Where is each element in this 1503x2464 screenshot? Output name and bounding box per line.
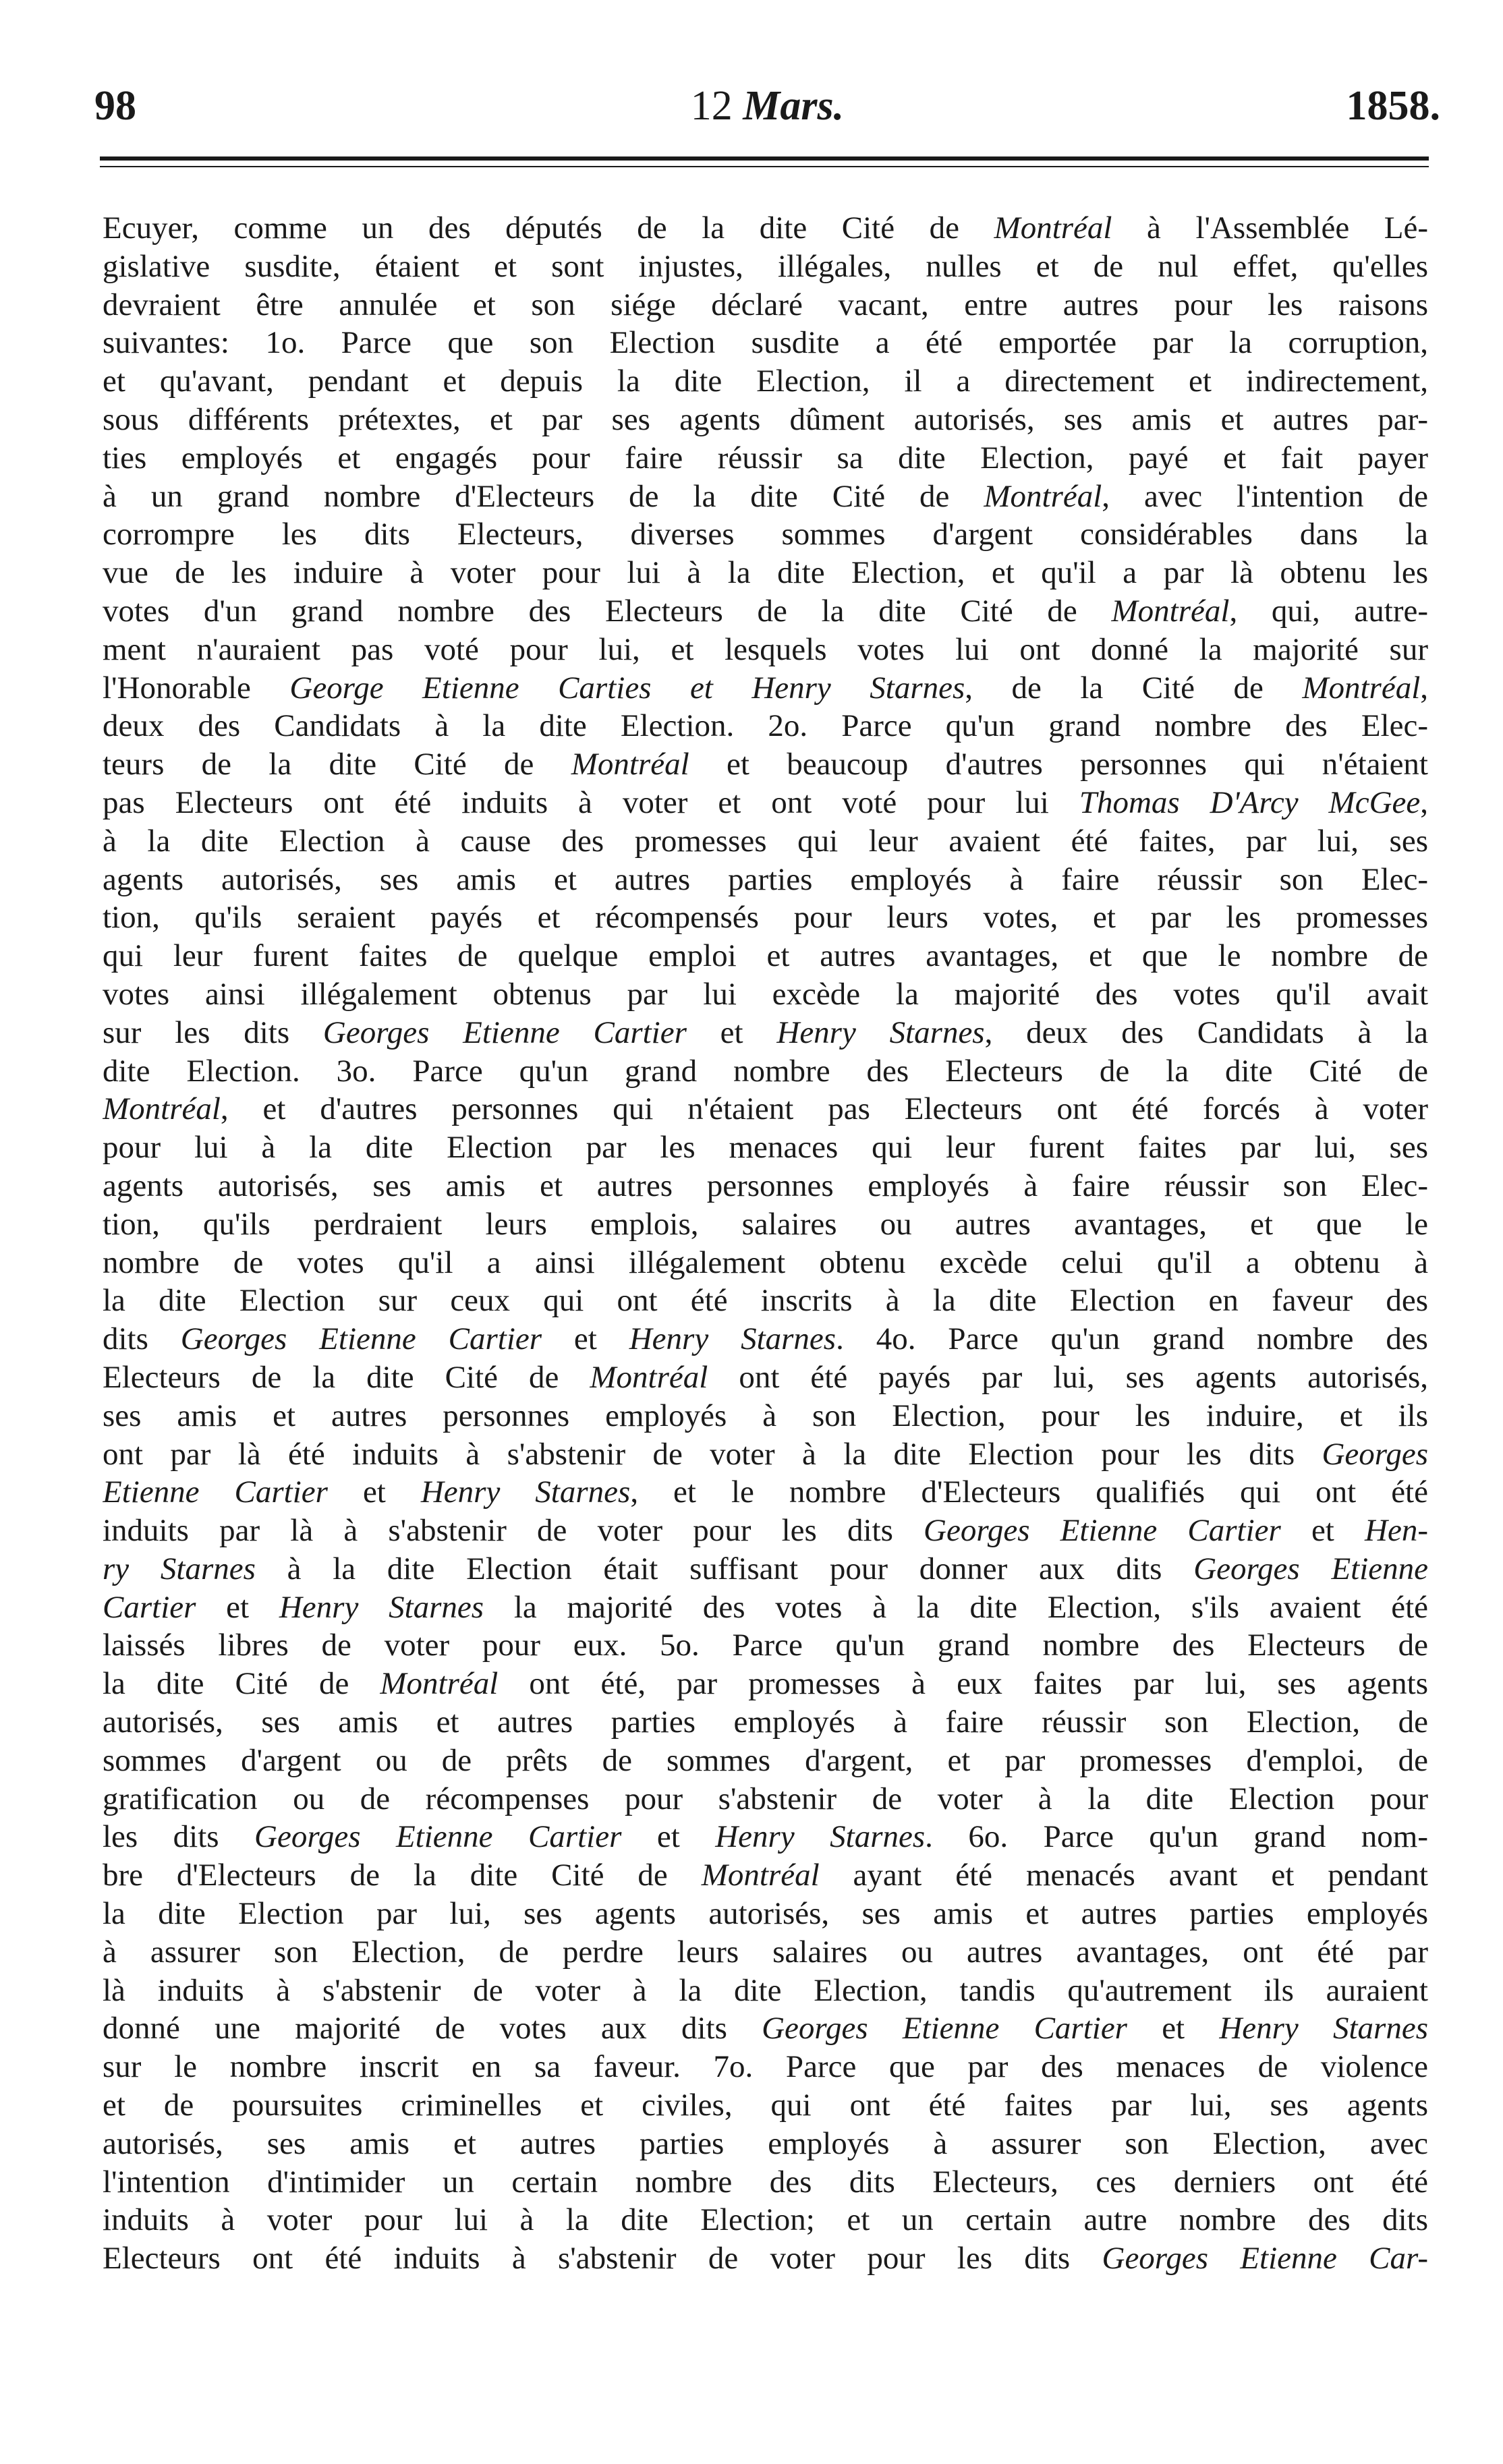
text-run: induits par là à s'abstenir de voter pour les dits bbox=[103, 1513, 924, 1549]
text-line bbox=[103, 631, 1428, 669]
text-line bbox=[103, 401, 1428, 439]
running-head bbox=[94, 76, 1440, 136]
text-line bbox=[103, 1397, 1428, 1435]
text-run: votes ainsi illégalement obtenus par lui excède la majorité des votes qu'il avait bbox=[103, 976, 1428, 1012]
text-line bbox=[103, 2125, 1428, 2163]
text-run: tion, qu'ils perdraient leurs emplois, salaires ou autres avantages, et que le bbox=[103, 1206, 1428, 1242]
italic-run: Henry Starnes bbox=[776, 1014, 985, 1050]
italic-run: George Etienne Carties et Henry Starnes bbox=[289, 670, 965, 706]
text-run: nombre de votes qu'il a ainsi illégalement obtenu excède celui qu'il a obtenu à bbox=[103, 1244, 1428, 1280]
italic-run: Henry Starnes bbox=[715, 1819, 926, 1855]
text-run: à l'Assemblée Lé- bbox=[1112, 210, 1428, 246]
text-run: autorisés, ses amis et autres parties employés à assurer son Election, avec bbox=[103, 2125, 1428, 2161]
text-run: à assurer son Election, de perdre leurs salaires ou autres avantages, ont été par bbox=[103, 1934, 1428, 1970]
text-line bbox=[103, 1473, 1428, 1512]
header-rule-thin bbox=[100, 166, 1429, 167]
italic-run: Henry Starnes bbox=[629, 1321, 836, 1357]
text-run: et bbox=[1280, 1513, 1365, 1549]
text-line bbox=[103, 1703, 1428, 1742]
text-line bbox=[103, 1626, 1428, 1665]
text-line bbox=[103, 2009, 1428, 2048]
text-run: gratification ou de récompenses pour s'abstenir de voter à la dite Election pour bbox=[103, 1781, 1428, 1816]
text-run: la dite Election par lui, ses agents autorisés, ses amis et autres parties employés bbox=[103, 1896, 1428, 1932]
text-run: et beaucoup d'autres personnes qui n'étaient bbox=[689, 747, 1428, 782]
text-run: vue de les induire à voter pour lui à la dite Election, et qu'il a par là obtenu les bbox=[103, 555, 1428, 591]
text-line bbox=[103, 1588, 1428, 1627]
text-line bbox=[103, 1358, 1428, 1397]
text-run: la dite Election sur ceux qui ont été inscrits à la dite Election en faveur des bbox=[103, 1283, 1428, 1319]
page-date bbox=[94, 76, 1440, 136]
text-line bbox=[103, 1818, 1428, 1856]
text-run: autorisés, ses amis et autres parties employés à faire réussir son Election, de bbox=[103, 1704, 1428, 1740]
text-run: et bbox=[1127, 2011, 1220, 2046]
text-line bbox=[103, 1435, 1428, 1474]
text-run: corrompre les dits Electeurs, diverses sommes d'argent considérables dans la bbox=[103, 517, 1428, 552]
text-run: . 4o. Parce qu'un grand nombre des bbox=[836, 1321, 1428, 1357]
text-line bbox=[103, 1933, 1428, 1972]
header-rule-thick bbox=[100, 156, 1429, 161]
italic-run: Henry Starnes bbox=[279, 1589, 484, 1625]
text-run: tion, qu'ils seraient payés et récompensés pour leurs votes, et par les promesses bbox=[103, 900, 1428, 936]
text-line bbox=[103, 1550, 1428, 1588]
text-run: là induits à s'abstenir de voter à la dite Election, tandis qu'autrement ils auraient bbox=[103, 1972, 1428, 2008]
text-run: dits bbox=[103, 1321, 181, 1357]
italic-run: Montréal bbox=[701, 1858, 820, 1893]
text-line bbox=[103, 1090, 1428, 1128]
text-line bbox=[103, 937, 1428, 975]
italic-run: Georges bbox=[1322, 1436, 1428, 1472]
text-run: ont par là été induits à s'abstenir de voter à la dite Election pour les dits bbox=[103, 1436, 1322, 1472]
text-run: dite Election. 3o. Parce qu'un grand nombre des Electeurs de la dite Cité de bbox=[103, 1053, 1428, 1089]
italic-run: Thomas D'Arcy McGee bbox=[1079, 784, 1421, 820]
text-run: à la dite Election était suffisant pour donner aux dits bbox=[255, 1551, 1194, 1586]
text-line bbox=[103, 1052, 1428, 1091]
text-line bbox=[103, 592, 1428, 631]
page-number: 98 bbox=[94, 83, 136, 129]
text-line bbox=[103, 745, 1428, 784]
text-run: la dite Cité de bbox=[103, 1666, 380, 1702]
text-line bbox=[103, 1665, 1428, 1703]
text-run: agents autorisés, ses amis et autres parties employés à faire réussir son Elec- bbox=[103, 861, 1428, 897]
italic-run: Montréal bbox=[590, 1359, 708, 1395]
text-line bbox=[103, 515, 1428, 554]
italic-run: Henry Starnes bbox=[1219, 2011, 1428, 2046]
text-line bbox=[103, 1512, 1428, 1550]
text-run: Ecuyer, comme un des députés de la dite Cité de bbox=[103, 210, 994, 246]
text-run: teurs de la dite Cité de bbox=[103, 747, 571, 782]
page-year: 1858. bbox=[1346, 83, 1440, 129]
text-line bbox=[103, 362, 1428, 401]
italic-run: Montréal bbox=[1111, 593, 1230, 629]
text-line bbox=[103, 1972, 1428, 2010]
text-line bbox=[103, 324, 1428, 362]
text-run: Electeurs ont été induits à s'abstenir de voter pour les dits bbox=[103, 2241, 1102, 2276]
text-run: , et d'autres personnes qui n'étaient pas Electeurs ont été forcés à voter bbox=[220, 1091, 1428, 1127]
text-run: , de la Cité de bbox=[965, 670, 1303, 706]
text-run: Electeurs de la dite Cité de bbox=[103, 1359, 590, 1395]
text-line bbox=[103, 975, 1428, 1014]
text-line bbox=[103, 1320, 1428, 1358]
text-run: et bbox=[542, 1321, 629, 1357]
text-line bbox=[103, 861, 1428, 899]
text-run: ment n'auraient pas voté pour lui, et lesquels votes lui ont donné la majorité sur bbox=[103, 631, 1428, 667]
text-line bbox=[103, 248, 1428, 286]
text-line bbox=[103, 1205, 1428, 1244]
text-run: pas Electeurs ont été induits à voter et ont voté pour lui bbox=[103, 784, 1079, 820]
text-line bbox=[103, 2086, 1428, 2125]
text-run: l'intention d'intimider un certain nombre des dits Electeurs, ces derniers ont été bbox=[103, 2164, 1428, 2200]
italic-run: Montréal bbox=[994, 210, 1112, 246]
text-run: l'Honorable bbox=[103, 670, 290, 706]
italic-run: Montréal bbox=[380, 1666, 499, 1702]
text-run: agents autorisés, ses amis et autres personnes employés à faire réussir son Elec- bbox=[103, 1168, 1428, 1203]
text-line bbox=[103, 2201, 1428, 2239]
italic-run: Hen- bbox=[1365, 1513, 1428, 1549]
text-run: , et le nombre d'Electeurs qualifiés qui ont été bbox=[630, 1474, 1428, 1510]
italic-run: Georges Etienne Cartier bbox=[322, 1014, 687, 1050]
text-run: , qui, autre- bbox=[1229, 593, 1428, 629]
text-line bbox=[103, 554, 1428, 592]
date-month: Mars. bbox=[743, 83, 845, 129]
text-run: sous différents prétextes, et par ses agents dûment autorisés, ses amis et autres par- bbox=[103, 401, 1428, 437]
text-line bbox=[103, 898, 1428, 937]
text-run: deux des Candidats à la dite Election. 2o. Parce qu'un grand nombre des Elec- bbox=[103, 708, 1428, 744]
text-line bbox=[103, 209, 1428, 248]
text-line bbox=[103, 2163, 1428, 2202]
text-run: suivantes: 1o. Parce que son Election susdite a été emportée par la corruption, bbox=[103, 325, 1428, 361]
text-run: et bbox=[621, 1819, 716, 1855]
text-run: sur les dits bbox=[103, 1014, 323, 1050]
text-line bbox=[103, 1895, 1428, 1933]
text-run: . 6o. Parce qu'un grand nom- bbox=[925, 1819, 1428, 1855]
italic-run: Montréal bbox=[1302, 670, 1421, 706]
text-run: ses amis et autres personnes employés à son Election, pour les induire, et ils bbox=[103, 1398, 1428, 1433]
text-run: à la dite Election à cause des promesses qui leur avaient été faites, par lui, ses bbox=[103, 823, 1428, 859]
text-line bbox=[103, 822, 1428, 861]
italic-run: Henry Starnes bbox=[420, 1474, 631, 1510]
italic-run: Georges Etienne Cartier bbox=[254, 1819, 622, 1855]
text-run: ayant été menacés avant et pendant bbox=[819, 1858, 1428, 1893]
text-line bbox=[103, 1128, 1428, 1167]
italic-run: Etienne Cartier bbox=[103, 1474, 328, 1510]
text-line bbox=[103, 1856, 1428, 1895]
text-run: et qu'avant, pendant et depuis la dite Election, il a directement et indirectement, bbox=[103, 364, 1428, 399]
text-run: votes d'un grand nombre des Electeurs de la dite Cité de bbox=[103, 593, 1112, 629]
body-text bbox=[103, 209, 1428, 2278]
text-run: gislative susdite, étaient et sont injustes, illégales, nulles et de nul effet, qu'elles bbox=[103, 248, 1428, 284]
italic-run: Georges Etienne Cartier bbox=[762, 2011, 1127, 2046]
text-line bbox=[103, 1014, 1428, 1052]
italic-run: Montréal bbox=[984, 478, 1102, 514]
text-run: , avec l'intention de bbox=[1102, 478, 1428, 514]
text-line bbox=[103, 2048, 1428, 2086]
text-line bbox=[103, 1780, 1428, 1818]
text-run: induits à voter pour lui à la dite Election; et un certain autre nombre des dits bbox=[103, 2202, 1428, 2238]
text-run: ties employés et engagés pour faire réussir sa dite Election, payé et fait payer bbox=[103, 440, 1428, 476]
text-run: bre d'Electeurs de la dite Cité de bbox=[103, 1858, 702, 1893]
text-run: sommes d'argent ou de prêts de sommes d'argent, et par promesses d'emploi, de bbox=[103, 1742, 1428, 1778]
text-run: la majorité des votes à la dite Election, s'ils avaient été bbox=[484, 1589, 1428, 1625]
text-line bbox=[103, 669, 1428, 708]
text-run: à un grand nombre d'Electeurs de la dite Cité de bbox=[103, 478, 984, 514]
italic-run: Georges Etienne Car- bbox=[1102, 2241, 1428, 2276]
text-line bbox=[103, 1244, 1428, 1282]
text-run: et bbox=[327, 1474, 421, 1510]
text-run: sur le nombre inscrit en sa faveur. 7o. Parce que par des menaces de violence bbox=[103, 2049, 1428, 2085]
text-run: , bbox=[1420, 670, 1428, 706]
italic-run: Georges Etienne Cartier bbox=[924, 1513, 1281, 1549]
text-run: et de poursuites criminelles et civiles, qui ont été faites par lui, ses agents bbox=[103, 2088, 1428, 2123]
text-line bbox=[103, 1167, 1428, 1205]
text-run: , deux des Candidats à la bbox=[984, 1014, 1428, 1050]
italic-run: Georges Etienne Cartier bbox=[180, 1321, 542, 1357]
text-run: et bbox=[686, 1014, 777, 1050]
text-run: ont été, par promesses à eux faites par lui, ses agents bbox=[498, 1666, 1428, 1702]
text-line bbox=[103, 286, 1428, 324]
italic-run: Montréal bbox=[571, 747, 689, 782]
text-run: ont été payés par lui, ses agents autorisés, bbox=[708, 1359, 1428, 1395]
text-line bbox=[103, 784, 1428, 822]
text-run: qui leur furent faites de quelque emploi et autres avantages, et que le nombre de bbox=[103, 938, 1428, 974]
date-day: 12 bbox=[690, 83, 733, 129]
italic-run: Montréal bbox=[103, 1091, 221, 1127]
text-line bbox=[103, 1742, 1428, 1780]
text-line bbox=[103, 2239, 1428, 2278]
italic-run: Georges Etienne bbox=[1193, 1551, 1428, 1586]
text-run: pour lui à la dite Election par les menaces qui leur furent faites par lui, ses bbox=[103, 1130, 1428, 1166]
text-line bbox=[103, 1282, 1428, 1320]
text-line bbox=[103, 478, 1428, 516]
text-run: donné une majorité de votes aux dits bbox=[103, 2011, 762, 2046]
text-run: , bbox=[1420, 784, 1428, 820]
italic-run: ry Starnes bbox=[103, 1551, 256, 1586]
text-run: les dits bbox=[103, 1819, 255, 1855]
text-run: et bbox=[196, 1589, 279, 1625]
text-line bbox=[103, 439, 1428, 478]
text-run: laissés libres de voter pour eux. 5o. Parce qu'un grand nombre des Electeurs de bbox=[103, 1628, 1428, 1663]
italic-run: Cartier bbox=[103, 1589, 196, 1625]
text-run: devraient être annulée et son siége déclaré vacant, entre autres pour les raisons bbox=[103, 287, 1428, 322]
text-line bbox=[103, 707, 1428, 745]
